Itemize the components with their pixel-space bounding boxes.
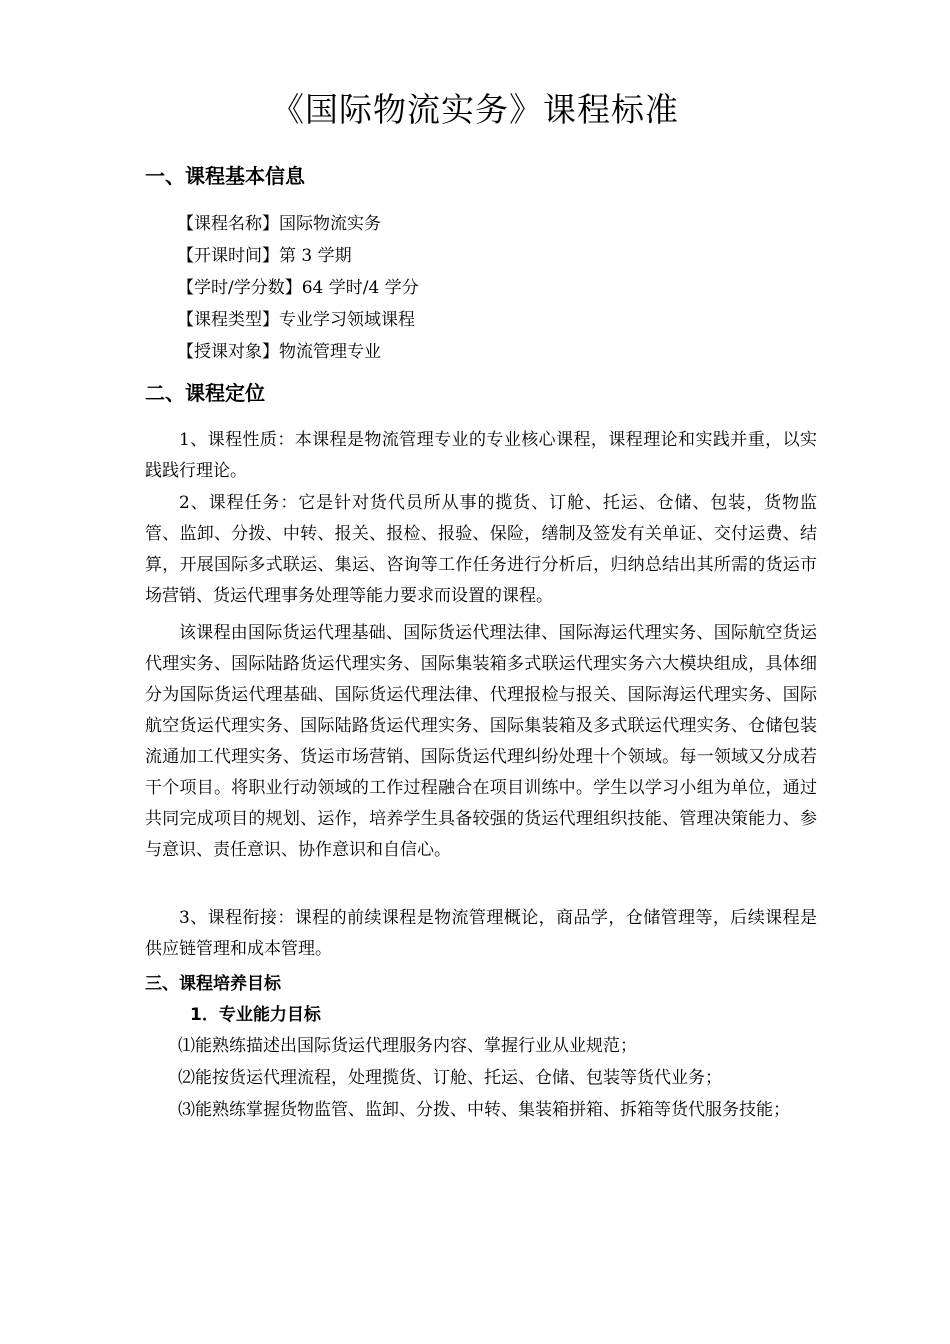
paragraph-course-connection: 3、课程衔接：课程的前续课程是物流管理概论，商品学，仓储管理等，后续课程是供应链管理和成本管理。 [145,908,817,959]
info-semester: 【开课时间】第 3 学期 [177,246,352,266]
paragraph-course-task: 2、课程任务：它是针对货代员所从事的揽货、订舱、托运、仓储、包装，货物监管、监卸、分拨、中转、报关、报检、报验、保险，缮制及签发有关单证、交付运费、结算，开展国际多式联运、集运、咨询等工作任务进行分析后，归纳总结出其所需的货运市场营销、货运代理事务处理等能力要求而设置的课程。 [145,493,817,606]
info-course-name: 【课程名称】国际物流实务 [177,214,381,234]
paragraph-course-modules: 该课程由国际货运代理基础、国际货运代理法律、国际海运代理实务、国际航空货运代理实务、国际陆路货运代理实务、国际集装箱多式联运代理实务六大模块组成，具体细分为国际货运代理基础、国际货运代理法律、代理报检与报关、国际海运代理实务、国际航空货运代理实务、国际陆路货运代理实务、国际集装箱及多式联运代理实务、仓储包装流通加工代理实务、货运市场营销、国际货运代理纠纷处理十个领域。每一领域又分成若干个项目。将职业行动领域的工作过程融合在项目训练中。学生以学习小组为单位，通过共同完成项目的规划、运作，培养学生具备较强的货运代理组织技能、管理决策能力、参与意识、责任意识、协作意识和自信心。 [145,623,817,860]
document-title: 《国际物流实务》课程标准 [271,90,679,129]
goal-item-1: ⑴能熟练描述出国际货运代理服务内容、掌握行业从业规范； [178,1036,637,1056]
info-hours-credits: 【学时/学分数】64 学时/4 学分 [177,278,419,298]
info-course-type: 【课程类型】专业学习领域课程 [177,310,415,330]
subheading-professional-ability: 1．专业能力目标 [190,1005,321,1025]
info-audience: 【授课对象】物流管理专业 [177,342,381,362]
goal-item-2: ⑵能按货运代理流程，处理揽货、订舱、托运、仓储、包装等货代业务； [178,1068,722,1088]
section-heading-positioning: 二、课程定位 [145,381,265,405]
section-heading-goals: 三、课程培养目标 [145,974,281,994]
section-heading-basic-info: 一、课程基本信息 [145,164,305,188]
goal-item-3: ⑶能熟练掌握货物监管、监卸、分拨、中转、集装箱拼箱、拆箱等货代服务技能； [178,1100,790,1120]
paragraph-course-nature: 1、课程性质：本课程是物流管理专业的专业核心课程，课程理论和实践并重，以实践践行理论。 [145,430,817,481]
